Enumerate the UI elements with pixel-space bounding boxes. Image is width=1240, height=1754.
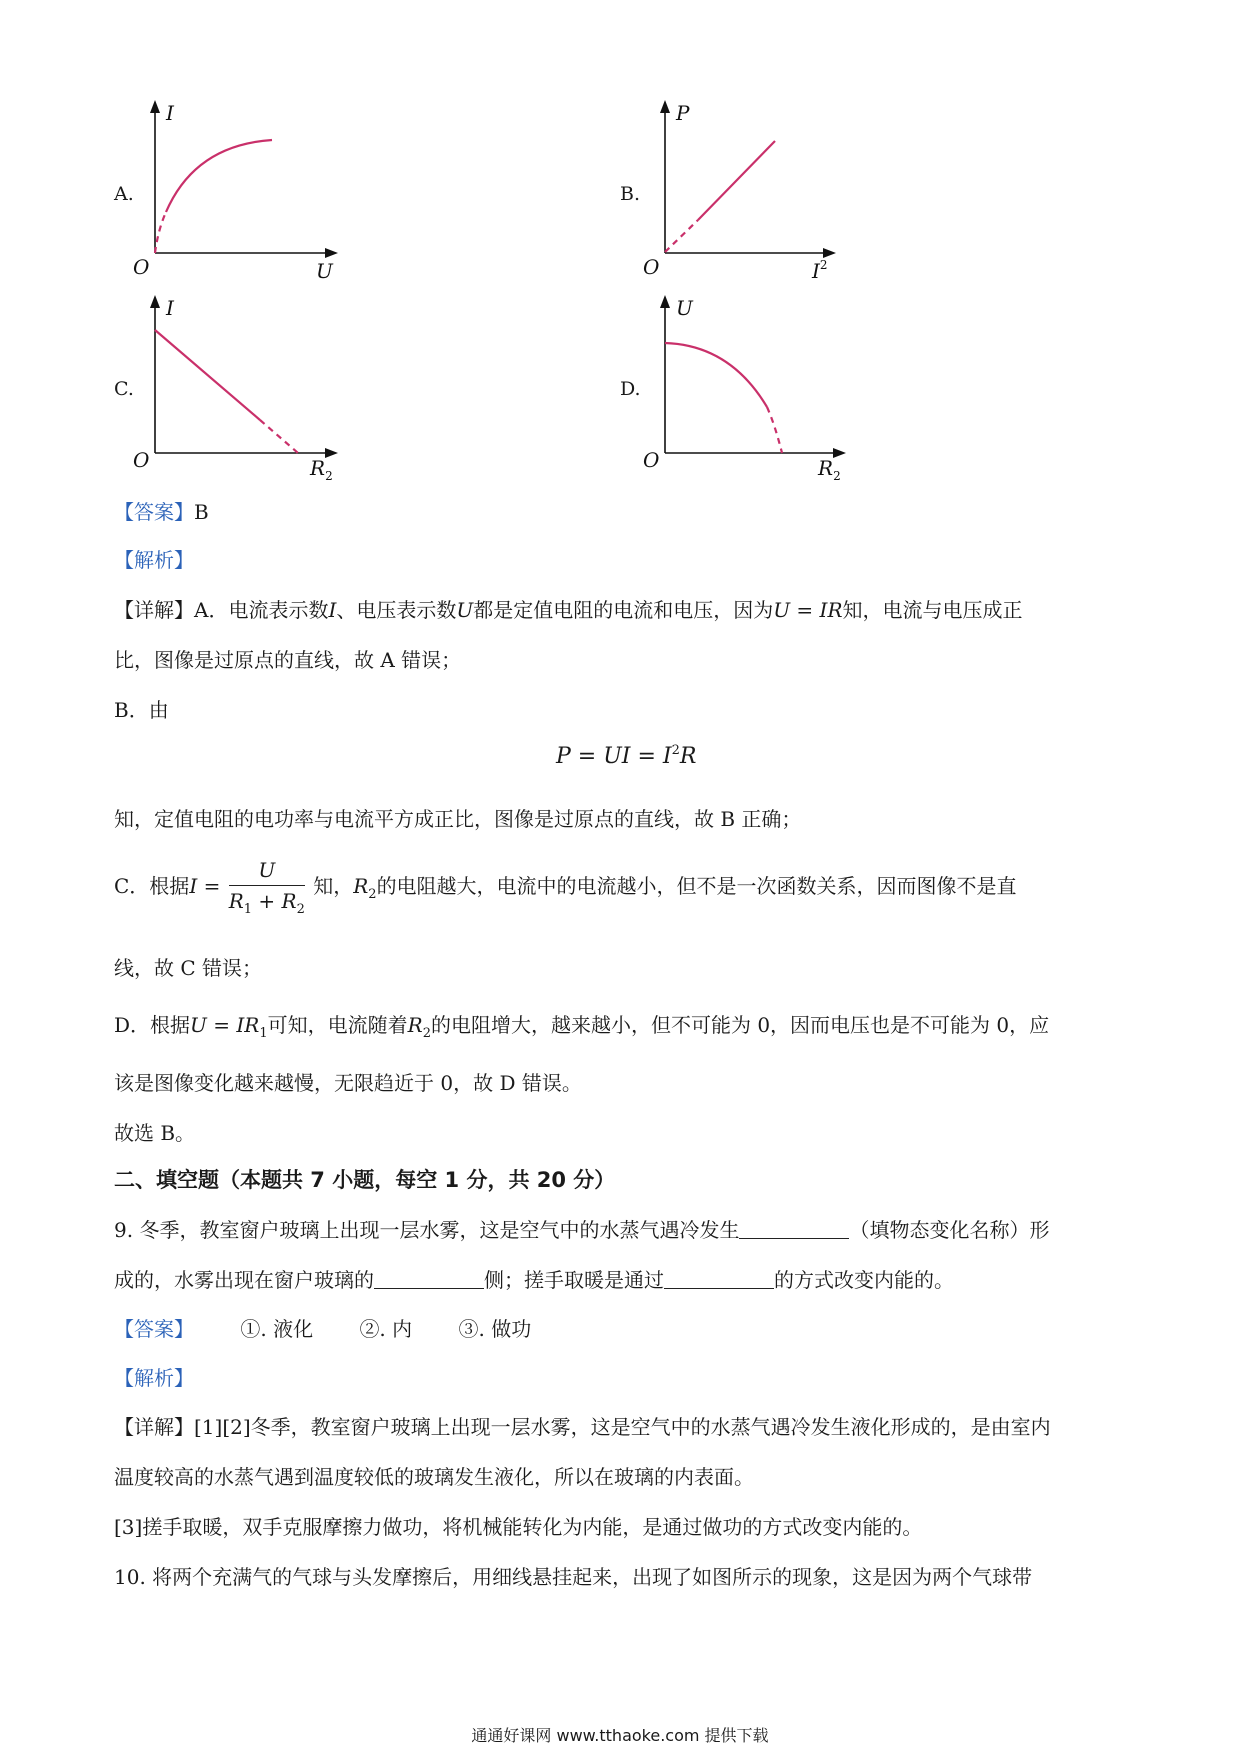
footer: 通通好课网 www.tthaoke.com 提供下载 — [471, 1726, 769, 1745]
curve-solid — [665, 343, 767, 407]
q8-detail-c-line2: 线，故 C 错误； — [114, 956, 263, 980]
q8-detail-a-line2: 比，图像是过原点的直线，故 A 错误； — [114, 648, 462, 672]
answer-tag: 【答案】 — [114, 1317, 194, 1341]
x-label: U — [316, 259, 333, 283]
option-d-letter: D. — [620, 378, 641, 400]
blank-3[interactable] — [664, 1270, 774, 1289]
x-axis-arrow — [833, 448, 846, 458]
y-label: P — [676, 101, 690, 125]
y-label: I — [166, 101, 174, 125]
graph-a — [130, 100, 350, 283]
q9-stem-line1: 9. 冬季，教室窗户玻璃上出现一层水雾，这是空气中的水蒸气遇冷发生 （填物态变化名称）形 — [114, 1218, 1050, 1242]
curve-solid — [166, 140, 272, 212]
x-axis-arrow — [325, 448, 338, 458]
line-dashed — [665, 220, 698, 252]
q8-detail-d-line1: D．根据$U = IR_1$可知，电流随着$R_2$的电阻增大，越来越小，但不可能为 0，因而电压也是不可能为 0，应 — [114, 1013, 1050, 1041]
q8-detail-b-line2: 知，定值电阻的电功率与电流平方成正比，图像是过原点的直线，故 B 正确； — [114, 807, 802, 831]
origin-label: O — [133, 255, 150, 279]
origin-label: O — [643, 255, 660, 279]
q9-answer: 【答案】 ①. 液化 ②. 内 ③. 做功 — [114, 1317, 532, 1341]
curve-dashed — [767, 407, 782, 453]
y-axis-arrow — [150, 295, 160, 308]
blank-1[interactable] — [739, 1220, 849, 1239]
q8-detail-c-line1: C．根据I = $\frac{U}{R_1 + R_2}$ 知，$R_2$的电阻越大，电流中的电流越小，但不是一次函数关系，因而图像不是直 — [114, 858, 1017, 917]
q9-stem-line2: 成的，水雾出现在窗户玻璃的 侧；搓手取暖是通过 的方式改变内能的。 — [114, 1268, 954, 1292]
q9-analysis-tag: 【解析】 — [114, 1366, 194, 1390]
option-b-letter: B. — [620, 183, 641, 205]
graph-b — [640, 100, 860, 283]
x-axis-arrow — [823, 248, 836, 258]
option-c-letter: C. — [114, 378, 134, 400]
q8-choose: 故选 B。 — [114, 1121, 196, 1145]
answer-tag: 【答案】 — [114, 500, 194, 524]
x-label: $R_2$ — [310, 456, 333, 483]
q8-detail-a-line1: 【详解】A．电流表示数I、电压表示数U都是定值电阻的电流和电压，因为U = IR知，电流与电压成正 — [114, 598, 1023, 622]
y-axis-arrow — [660, 295, 670, 308]
answer-value: B — [194, 500, 209, 524]
y-axis-arrow — [660, 100, 670, 113]
fraction: $\frac{U}{R_1 + R_2}$ — [228, 858, 305, 917]
detail-tag: 【详解】 — [114, 1415, 194, 1439]
q8-detail-b-line1: B．由 — [114, 698, 169, 722]
graph-c — [130, 295, 350, 483]
q8-formula-b: P = UI = $I^2R$ — [556, 743, 697, 769]
q9-detail-line3: [3]搓手取暖，双手克服摩擦力做功，将机械能转化为内能，是通过做功的方式改变内能的。 — [114, 1515, 923, 1539]
q9-detail-line2: 温度较高的水蒸气遇到温度较低的玻璃发生液化，所以在玻璃的内表面。 — [114, 1465, 754, 1489]
q8-analysis-tag: 【解析】 — [114, 548, 194, 572]
curve-dashed — [155, 212, 166, 253]
line-solid — [698, 141, 775, 220]
option-a-letter: A. — [114, 183, 134, 205]
section-heading: 二、填空题（本题共 7 小题，每空 1 分，共 20 分） — [114, 1168, 616, 1192]
y-label: I — [166, 296, 174, 320]
detail-tag: 【详解】 — [114, 598, 194, 622]
q10-stem-line1: 10. 将两个充满气的气球与头发摩擦后，用细线悬挂起来，出现了如图所示的现象，这是因为两个气球带 — [114, 1565, 1033, 1589]
graph-d — [640, 295, 860, 483]
line-dashed — [260, 420, 298, 453]
q8-answer — [114, 496, 209, 525]
q8-detail-d-line2: 该是图像变化越来越慢，无限趋近于 0，故 D 错误。 — [114, 1071, 582, 1095]
origin-label: O — [643, 448, 660, 472]
q9-detail-line1: 【详解】[1][2]冬季，教室窗户玻璃上出现一层水雾，这是空气中的水蒸气遇冷发生液化形成的，是由室内 — [114, 1415, 1051, 1439]
x-label: $I^2$ — [812, 258, 828, 283]
blank-2[interactable] — [374, 1270, 484, 1289]
x-label: $R_2$ — [818, 456, 841, 483]
origin-label: O — [133, 448, 150, 472]
y-axis-arrow — [150, 100, 160, 113]
y-label: U — [676, 296, 693, 320]
line-solid — [155, 330, 260, 420]
x-axis-arrow — [325, 248, 338, 258]
